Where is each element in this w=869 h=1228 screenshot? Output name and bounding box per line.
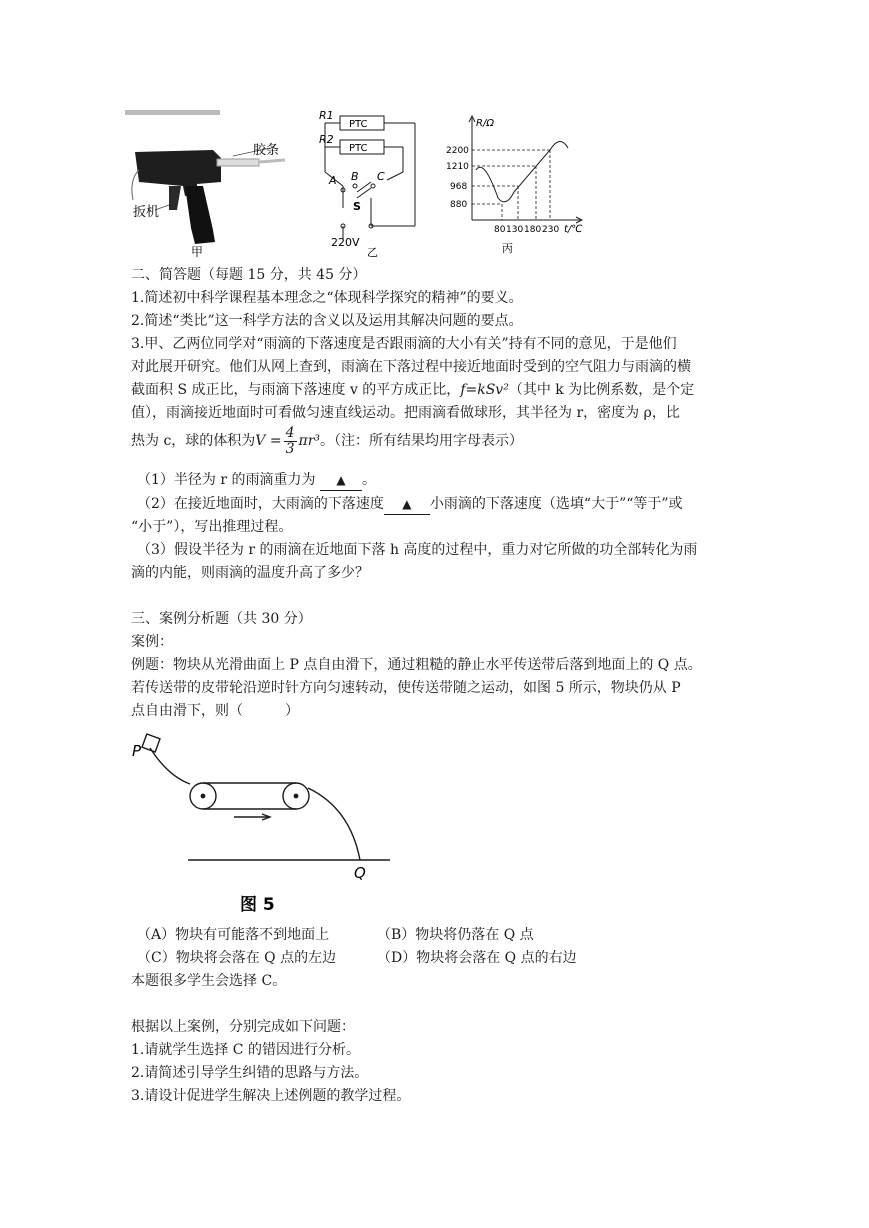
- example-line1: 例题：物块从光滑曲面上 P 点自由滑下，通过粗糙的静止水平传送带后落到地面上的 Q 点。: [131, 657, 702, 673]
- volume-pir3: πr³: [298, 433, 321, 449]
- example-line2: 若传送带的皮带轮沿逆时针方向匀速转动，使传送带随之运动，如图 5 所示，物块仍从 P: [131, 680, 681, 696]
- label-b: B: [351, 170, 359, 183]
- q3-text-c: 热为 c，球的体积为: [131, 433, 256, 449]
- figure-5-caption: 图 5: [240, 895, 275, 915]
- label-220v: 220V: [331, 236, 360, 249]
- point-p-label: P: [132, 742, 142, 760]
- task-intro: 根据以上案例，分别完成如下问题：: [131, 1019, 355, 1035]
- option-c: （C）物块将会落在 Q 点的左边: [137, 950, 337, 966]
- sub2-text-a: （2）在接近地面时，大雨滴的下落速度: [137, 496, 384, 512]
- graph-ytick-1210: 1210: [446, 162, 469, 172]
- graph-xtick-130: 130: [506, 225, 524, 235]
- question-2-2: 2.简述“类比”这一科学方法的含义以及运用其解决问题的要点。: [131, 313, 523, 329]
- drag-formula: f=kSv²: [460, 382, 509, 398]
- question-2-3-line2: 对此展开研究。他们从网上查到，雨滴在下落过程中接近地面时受到的空气阻力与雨滴的横: [131, 359, 691, 375]
- subquestion-2-cont: “小于”），写出推理过程。: [131, 519, 293, 535]
- graph-xtick-80: 80: [494, 225, 506, 235]
- question-2-3-line5: [131, 424, 523, 458]
- glue-gun-figure: [125, 110, 295, 260]
- label-a: A: [329, 174, 337, 187]
- label-trigger: 扳机: [133, 205, 160, 220]
- task-1: 1.请就学生选择 C 的错因进行分析。: [131, 1042, 360, 1058]
- fraction-denominator: 3: [285, 440, 295, 457]
- subquestion-1: [137, 470, 376, 491]
- q3-text-b: （其中 k 为比例系数，是个定: [508, 382, 695, 398]
- graph-xtick-180: 180: [524, 225, 542, 235]
- label-r2: R2: [319, 133, 334, 146]
- point-q-label: Q: [354, 864, 366, 882]
- label-glue: 胶条: [253, 143, 280, 158]
- question-2-3-line4: 值），雨滴接近地面时可看做匀速直线运动。把雨滴看做球形，其半径为 r，密度为 ρ，比: [131, 405, 680, 421]
- question-2-3-line1: 3.甲、乙两位同学对“雨滴的下落速度是否跟雨滴的大小有关”持有不同的意见，于是他们: [131, 336, 677, 352]
- graph-ylabel: R/Ω: [476, 118, 494, 129]
- volume-fraction: [284, 426, 297, 457]
- resistance-temperature-graph: [440, 112, 590, 260]
- graph-xtick-230: 230: [542, 225, 560, 235]
- fraction-numerator: 4: [285, 424, 295, 441]
- caption-jia: 甲: [191, 245, 204, 259]
- answer-blank-1[interactable]: ▲: [320, 470, 362, 491]
- task-2: 2.请简述引导学生纠错的思路与方法。: [131, 1065, 369, 1081]
- case-note: 本题很多学生会选择 C。: [131, 973, 287, 989]
- example-line3: 点自由滑下，则（ ）: [131, 703, 299, 719]
- task-3: 3.请设计促进学生解决上述例题的教学过程。: [131, 1088, 411, 1104]
- sub1-end: 。: [361, 472, 376, 488]
- label-c: C: [377, 170, 385, 183]
- caption-bing: 丙: [502, 242, 513, 255]
- label-ptc-2: PTC: [349, 143, 368, 154]
- graph-ytick-2200: 2200: [446, 146, 469, 156]
- option-a: （A）物块有可能落不到地面上: [137, 927, 330, 943]
- subquestion-2: [137, 494, 683, 515]
- section2-heading: 二、简答题（每题 15 分，共 45 分）: [131, 267, 367, 283]
- caption-yi: 乙: [367, 246, 378, 259]
- answer-blank-2[interactable]: ▲: [384, 494, 430, 515]
- graph-ytick-968: 968: [450, 182, 468, 192]
- label-s: S: [353, 200, 361, 213]
- option-d: （D）物块将会落在 Q 点的右边: [377, 950, 577, 966]
- sub1-text: （1）半径为 r 的雨滴重力为: [137, 472, 316, 488]
- conveyor-figure-5: [128, 728, 398, 918]
- subquestion-3-cont: 滴的内能，则雨滴的温度升高了多少？: [131, 565, 369, 581]
- q3-text-d: 。（注：所有结果均用字母表示）: [320, 433, 524, 449]
- option-b: （B）物块将仍落在 Q 点: [377, 927, 534, 943]
- subquestion-3: （3）假设半径为 r 的雨滴在近地面下落 h 高度的过程中，重力对它所做的功全部转化为雨: [137, 542, 698, 558]
- ptc-circuit-figure: [315, 108, 435, 260]
- label-r1: R1: [319, 109, 334, 122]
- question-2-1: 1.简述初中科学课程基本理念之“体现科学探究的精神”的要义。: [131, 290, 523, 306]
- section3-heading: 三、案例分析题（共 30 分）: [131, 611, 312, 627]
- graph-ytick-880: 880: [450, 200, 468, 210]
- volume-symbol: V =: [255, 433, 282, 449]
- label-ptc-1: PTC: [349, 119, 368, 130]
- case-label: 案例：: [131, 634, 173, 650]
- graph-xlabel: t/℃: [564, 224, 583, 235]
- q3-text-a: 截面积 S 成正比，与雨滴下落速度 v 的平方成正比，: [131, 382, 461, 398]
- sub2-text-b: 小雨滴的下落速度（选填“大于”“等于”或: [429, 496, 683, 512]
- question-2-3-line3: [131, 380, 694, 400]
